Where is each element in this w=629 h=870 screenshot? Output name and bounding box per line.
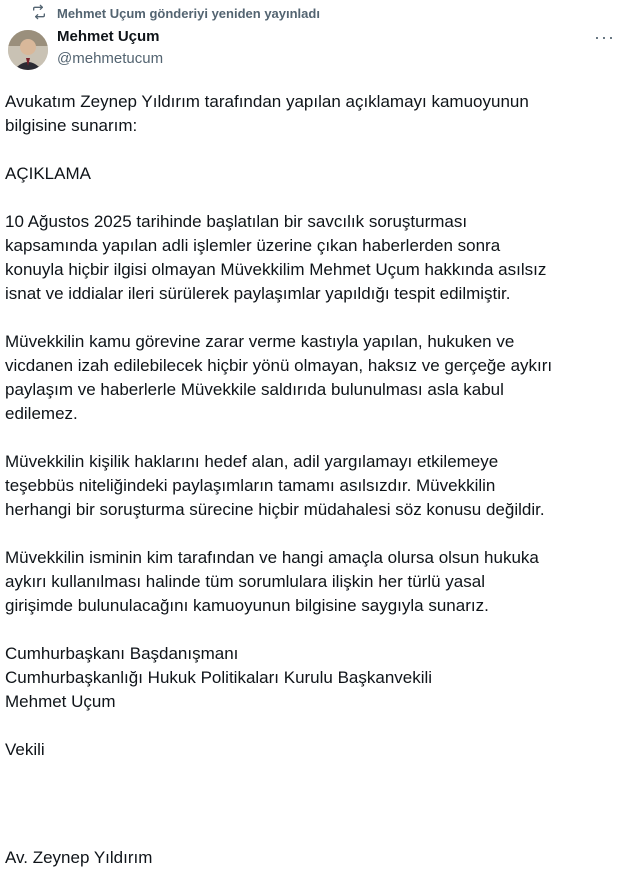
retweet-indicator[interactable]	[31, 3, 320, 23]
more-options-icon[interactable]: ···	[594, 27, 615, 47]
retweet-text: Mehmet Uçum gönderiyi yeniden yayınladı	[57, 5, 320, 21]
retweet-icon	[31, 4, 47, 23]
paragraph: Müvekkilin kamu görevine zarar verme kastıyla yapılan, hukuken ve vicdanen izah edilebilecek hiçbir yönü olmayan, haksız ve gerçeğe aykırı paylaşım ve haberlerle Müvekkile saldırıda bulunulması asla kabul edilemez.	[5, 332, 553, 423]
paragraph: Müvekkilin kişilik haklarını hedef alan, adil yargılamayı etkilemeye teşebbüs niteliğindeki paylaşımların tamamı asılsızdır. Müvekkilin herhangi bir soruşturma sürecine hiçbir müdahalesi söz konusu değildir.	[5, 452, 545, 519]
signature-block: Cumhurbaşkanı Başdanışmanı Cumhurbaşkanlığı Hukuk Politikaları Kurulu Başkanvekili Mehmet Uçum	[5, 644, 433, 711]
paragraph: AÇIKLAMA	[5, 164, 91, 183]
cut-off-line: Av. Zeynep Yıldırım	[5, 848, 153, 867]
author-name[interactable]: Mehmet Uçum	[57, 28, 160, 45]
avatar[interactable]	[8, 30, 48, 70]
tweet-text	[5, 90, 620, 762]
paragraph: 10 Ağustos 2025 tarihinde başlatılan bir savcılık soruşturması kapsamında yapılan adli işlemler üzerine çıkan haberlerden sonra konuyla hiçbir ilgisi olmayan Müvekkilim Mehmet Uçum hakkında asılsız isnat ve iddialar ileri sürülerek paylaşımlar yapıldığı tespit edilmiştir.	[5, 212, 547, 303]
paragraph: Vekili	[5, 740, 45, 759]
author-handle[interactable]: @mehmetucum	[57, 50, 164, 67]
paragraph: Avukatım Zeynep Yıldırım tarafından yapılan açıklamayı kamuoyunun bilgisine sunarım:	[5, 92, 529, 135]
paragraph: Müvekkilin isminin kim tarafından ve hangi amaçla olursa olsun hukuka aykırı kullanılması halinde tüm sorumlulara ilişkin her türlü yasal girişimde bulunulacağını kamuoyunun bilgisine saygıyla sunarız.	[5, 548, 539, 615]
